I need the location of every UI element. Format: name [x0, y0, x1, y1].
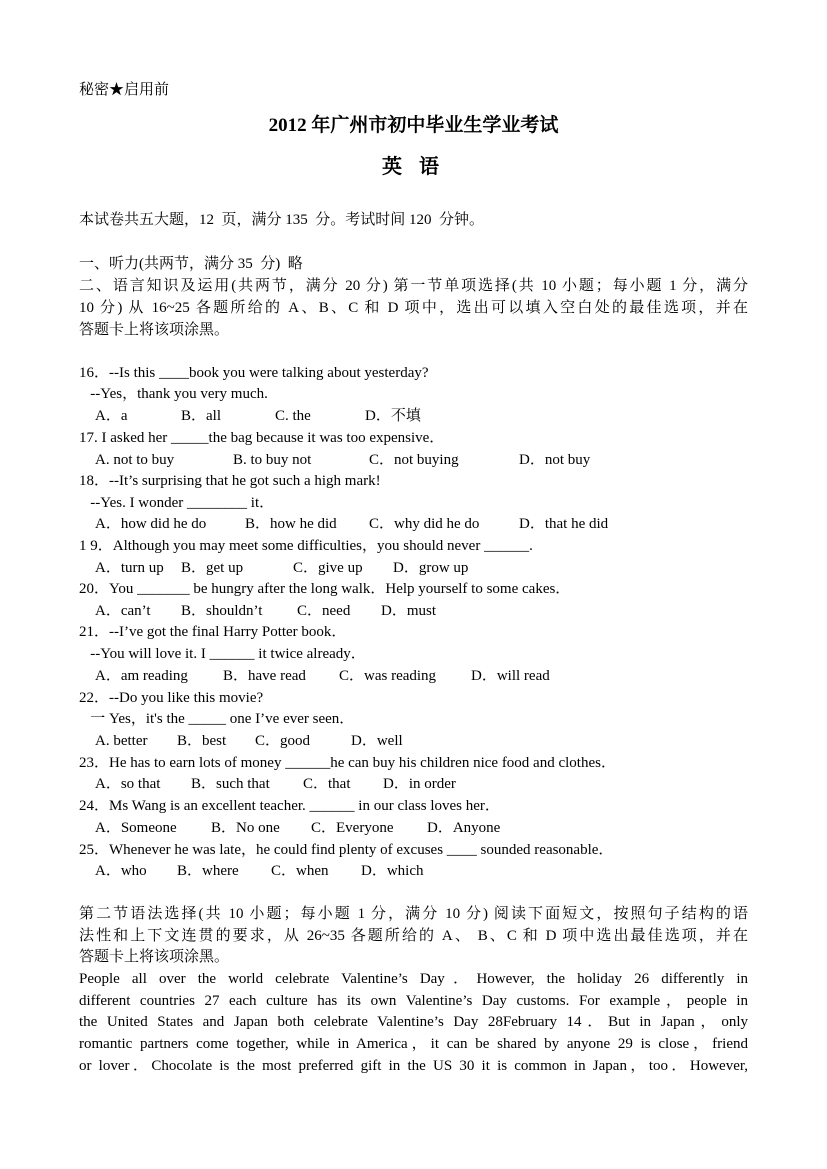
q24-option-d: D．Anyone — [427, 820, 501, 836]
q22-option-d: D．well — [351, 733, 403, 749]
q20-option-b: B．shouldn’t — [181, 603, 263, 619]
section2-line-3: 答题卡上将该项涂黑。 — [79, 949, 230, 965]
q19-option-d: D．grow up — [393, 560, 469, 576]
part2-line-1: 二、语言知识及运用(共两节，满分 20 分) 第一节单项选择(共 10 小题；每小题 1 分，满分 — [79, 278, 748, 294]
q16-option-b: B．all — [181, 408, 221, 424]
q16-option-c: C. the — [275, 408, 311, 424]
q18-option-a: A．how did he do — [95, 516, 207, 532]
passage-line-4: romantic partners come together, while in America，it can be shared by anyone 29 is close，friend — [79, 1036, 748, 1052]
q21-option-d: D．will read — [471, 668, 550, 684]
q21-option-c: C．was reading — [339, 668, 437, 684]
q17-stem: 17. I asked her _____the bag because it was too expensive． — [79, 430, 445, 446]
q25-stem: 25．Whenever he was late，he could find plenty of excuses ____ sounded reasonable． — [79, 842, 614, 858]
q17-option-c: C．not buying — [369, 452, 459, 468]
q19-option-c: C．give up — [293, 560, 363, 576]
q22-line2: 一 Yes，it's the _____ one I’ve ever seen． — [79, 711, 355, 727]
q20-stem: 20．You _______ be hungry after the long walk．Help yourself to some cakes． — [79, 581, 571, 597]
exam-title: 2012 年广州市初中毕业生学业考试 — [268, 115, 559, 136]
q25-option-d: D．which — [361, 863, 424, 879]
passage-line-2: different countries 27 each culture has its own Valentine’s Day customs. For example，people in — [79, 993, 748, 1009]
q23-option-c: C．that — [303, 776, 351, 792]
q16-option-d: D．不填 — [365, 408, 421, 424]
q16-line2: --Yes，thank you very much. — [79, 386, 268, 402]
q21-option-a: A．am reading — [95, 668, 188, 684]
q17-option-a: A. not to buy — [95, 452, 175, 468]
section2-line-2: 法性和上下文连贯的要求，从 26~35 各题所给的 A、 B、C 和 D 项中选出最佳选项，并在 — [79, 928, 748, 944]
intro-text: 本试卷共五大题，12 页，满分 135 分。考试时间 120 分钟。 — [79, 212, 485, 228]
q23-option-d: D．in order — [383, 776, 456, 792]
q23-option-a: A．so that — [95, 776, 161, 792]
q19-stem: 1 9．Although you may meet some difficulties，you should never ______. — [79, 538, 533, 554]
passage-line-3: the United States and Japan both celebrate Valentine’s Day 28February 14．But in Japan，only — [79, 1014, 748, 1030]
q22-stem: 22．--Do you like this movie? — [79, 690, 264, 706]
section2-line-1: 第二节语法选择(共 10 小题；每小题 1 分，满分 10 分) 阅读下面短文，按照句子结构的语 — [79, 906, 748, 922]
q16-stem: 16．--Is this ____book you were talking about yesterday? — [79, 365, 429, 381]
q23-option-b: B．such that — [191, 776, 270, 792]
q24-option-c: C．Everyone — [311, 820, 394, 836]
part2-line-2: 10 分) 从 16~25 各题所给的 A、B、C 和 D 项中，选出可以填入空白处的最佳选项，并在 — [79, 300, 748, 316]
q21-line2: --You will love it. I ______ it twice already． — [79, 646, 366, 662]
q21-option-b: B．have read — [223, 668, 306, 684]
q20-option-d: D．must — [381, 603, 437, 619]
subject-title: 英 语 — [382, 156, 445, 178]
q24-option-a: A．Someone — [95, 820, 177, 836]
q16-option-a: A．a — [95, 408, 128, 424]
q24-stem: 24．Ms Wang is an excellent teacher. ______ in our class loves her． — [79, 798, 500, 814]
q18-option-b: B．how he did — [245, 516, 337, 532]
q20-option-a: A．can’t — [95, 603, 151, 619]
q23-stem: 23．He has to earn lots of money ______he can buy his children nice food and clothes． — [79, 755, 616, 771]
q25-option-a: A．who — [95, 863, 147, 879]
q21-stem: 21．--I’ve got the final Harry Potter book． — [79, 624, 347, 640]
q22-option-c: C．good — [255, 733, 311, 749]
q24-option-b: B．No one — [211, 820, 280, 836]
passage-line-1: People all over the world celebrate Valentine’s Day．However, the holiday 26 differently in — [79, 971, 748, 987]
passage-line-5: or lover．Chocolate is the most preferred gift in the US 30 it is common in Japan，too．However, — [79, 1058, 748, 1074]
q18-option-d: D．that he did — [519, 516, 609, 532]
q18-option-c: C．why did he do — [369, 516, 480, 532]
q18-line2: --Yes. I wonder ________ it． — [79, 495, 275, 511]
part1-heading: 一、听力(共两节，满分 35 分) 略 — [79, 256, 303, 272]
q22-option-b: B．best — [177, 733, 227, 749]
q25-option-c: C．when — [271, 863, 329, 879]
q20-option-c: C．need — [297, 603, 351, 619]
part2-line-3: 答题卡上将该项涂黑。 — [79, 322, 230, 338]
q19-option-b: B．get up — [181, 560, 244, 576]
q18-stem: 18．--It’s surprising that he got such a high mark! — [79, 473, 381, 489]
q17-option-d: D．not buy — [519, 452, 591, 468]
q19-option-a: A．turn up — [95, 560, 164, 576]
q22-option-a: A. better — [95, 733, 148, 749]
q17-option-b: B. to buy not — [233, 452, 312, 468]
q25-option-b: B．where — [177, 863, 239, 879]
secret-label: 秘密★启用前 — [79, 82, 170, 98]
